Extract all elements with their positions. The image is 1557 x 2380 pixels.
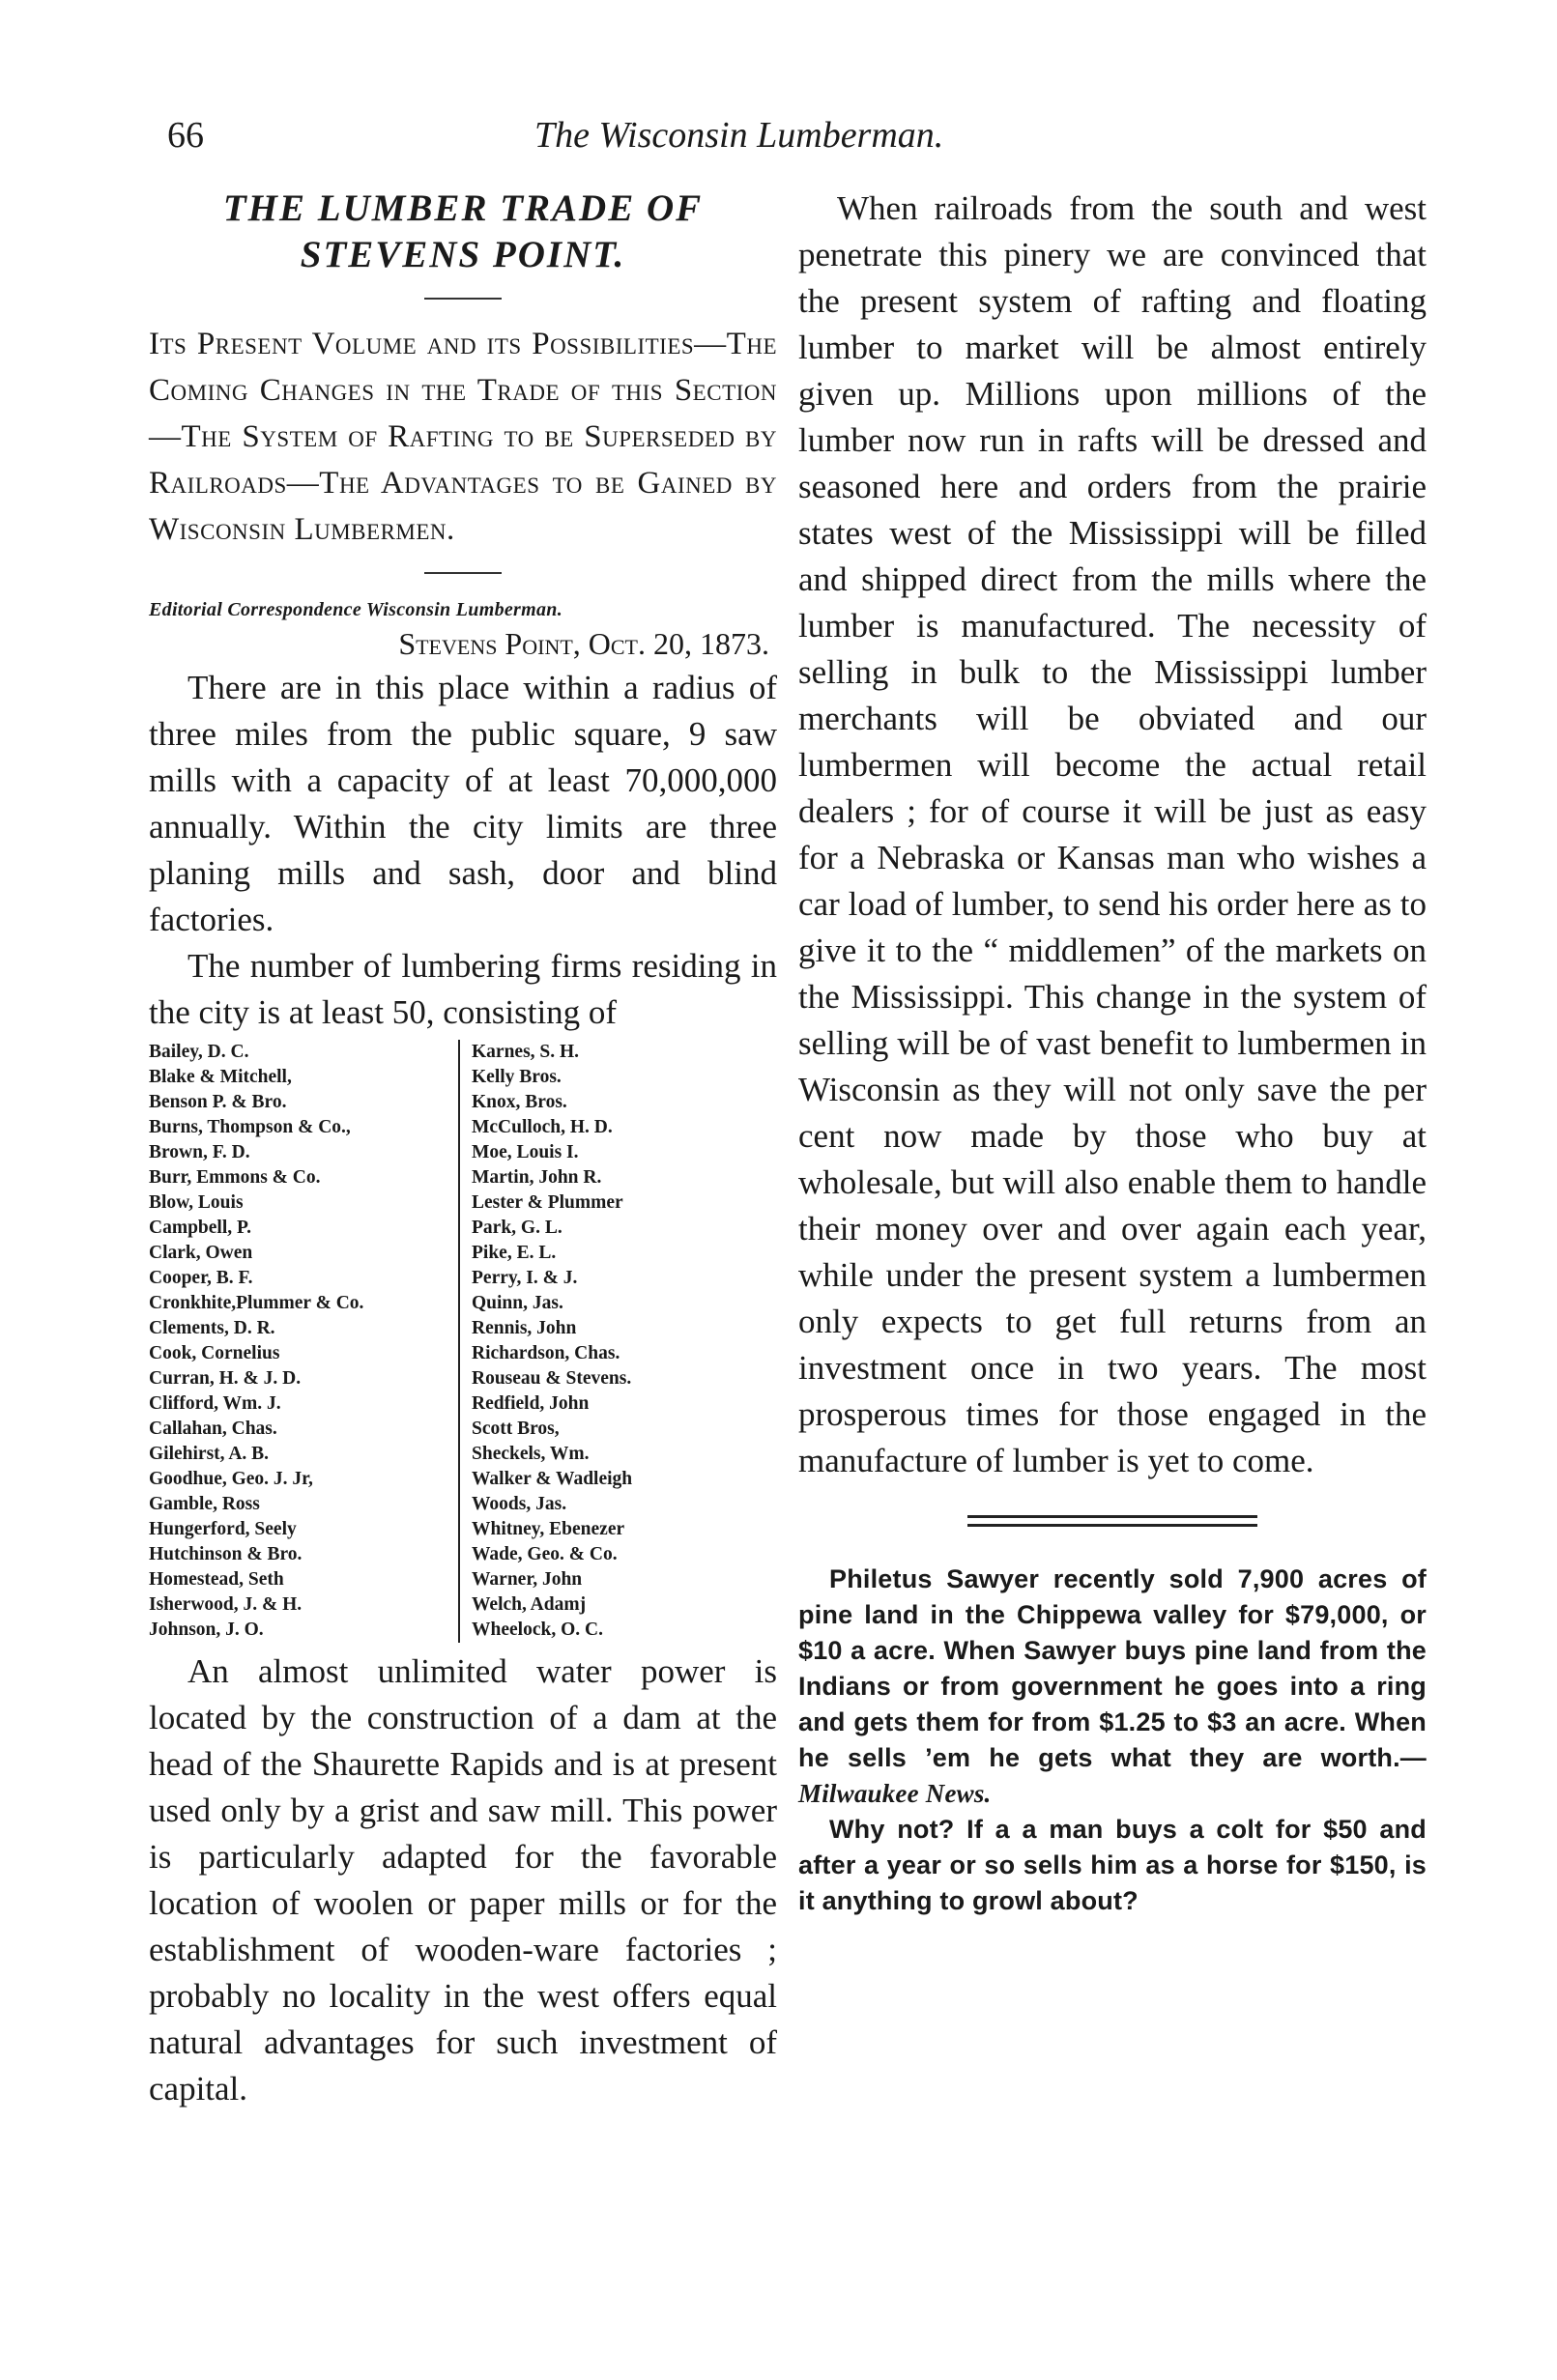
firms-column-right (458, 1040, 762, 1643)
firm-name: Kelly Bros. (472, 1067, 562, 1087)
firm-name: McCulloch, H. D. (472, 1117, 613, 1137)
title-line-2: STEVENS POINT. (300, 234, 626, 275)
firm-name: Homestead, Seth (149, 1569, 284, 1590)
firm-name: Martin, John R. (472, 1167, 602, 1188)
firm-name: Welch, Adamj (472, 1594, 587, 1615)
paragraph-railroads: When railroads from the south and west penetrate this pinery we are convinced that the present system of rafting and floating lumber to market will be almost entirely given up. Millions upon millions of the lumber now run in rafts will be dressed and seasoned here and orders from the prairie states west of the Mississippi will be filled and shipped direct from the mills where the lumber is manufactured. The necessity of selling in bulk to the Mississippi lumber merchants will be obviated and our lumbermen will become the actual retail dealers ; for of course it will be just as easy for a Nebraska or Kansas man who wishes a car load of lumber, to send his order here as to give it to the “ middlemen” of the markets on the Mississippi. This change in the system of selling will be of vast benefit to lumbermen in Wisconsin as they will not only save the per cent now made by those who buy at wholesale, but will also enable them to handle their money over and over again each year, while under the present system a lumbermen only expects to get full returns from an investment once in two years. The most prosperous times for those engaged in the manufacture of lumber is yet to come. (798, 189, 1427, 1479)
news-source: Milwaukee News. (798, 1779, 992, 1808)
dateline: Stevens Point, Oct. 20, 1873. (398, 626, 769, 661)
right-column (798, 186, 1427, 1919)
firm-name: Cook, Cornelius (149, 1343, 280, 1363)
firms-list (149, 1040, 777, 1643)
firm-name: Campbell, P. (149, 1218, 252, 1238)
firm-name: Curran, H. & J. D. (149, 1368, 302, 1389)
firm-name: Goodhue, Geo. J. Jr, (149, 1469, 313, 1489)
firm-name: Wheelock, O. C. (472, 1620, 603, 1640)
page-header (167, 114, 1411, 172)
firm-name: Hungerford, Seely (149, 1519, 297, 1539)
firm-name: Rouseau & Stevens. (472, 1368, 632, 1389)
firm-name: Isherwood, J. & H. (149, 1594, 303, 1615)
firm-name: Scott Bros, (472, 1419, 560, 1439)
firm-name: Bailey, D. C. (149, 1042, 249, 1062)
firm-name: Moe, Louis I. (472, 1142, 579, 1162)
running-head: The Wisconsin Lumberman. (534, 115, 944, 156)
firm-name: Woods, Jas. (472, 1494, 567, 1514)
news-item-sawyer (798, 1562, 1427, 1812)
firm-name: Brown, F. D. (149, 1142, 250, 1162)
firm-name: Lester & Plummer (472, 1192, 623, 1213)
news-item-colt: Why not? If a a man buys a colt for $50 and after a year or so sells him as a horse for $150, is it anything to growl about? (798, 1815, 1427, 1915)
firm-name: Park, G. L. (472, 1218, 562, 1238)
left-column (149, 186, 777, 2112)
article-title (149, 186, 777, 278)
divider (424, 572, 502, 574)
title-line-1: THE LUMBER TRADE OF (222, 187, 704, 229)
firm-name: Clements, D. R. (149, 1318, 275, 1338)
firm-name: Cooper, B. F. (149, 1268, 253, 1288)
firm-name: Gamble, Ross (149, 1494, 260, 1514)
firm-name: Rennis, John (472, 1318, 577, 1338)
firm-name: Sheckels, Wm. (472, 1444, 590, 1464)
firm-name: Johnson, J. O. (149, 1620, 264, 1640)
firm-name: Blake & Mitchell, (149, 1067, 292, 1087)
news-sawyer-text: Philetus Sawyer recently sold 7,900 acres of pine land in the Chippewa valley for $79,000, or $10 a acre. When Sawyer buys pine land from the Indians or from government he goes into a ring and gets them for from $1.25 to $3 an acre. When he sells ’em he gets what they are worth.— (798, 1564, 1427, 1772)
firms-column-left (149, 1040, 458, 1643)
firm-name: Redfield, John (472, 1393, 590, 1414)
firm-name: Blow, Louis (149, 1192, 244, 1213)
firm-name: Whitney, Ebenezer (472, 1519, 625, 1539)
firm-name: Hutchinson & Bro. (149, 1544, 303, 1564)
firm-name: Clifford, Wm. J. (149, 1393, 281, 1414)
firm-name: Richardson, Chas. (472, 1343, 620, 1363)
firm-name: Benson P. & Bro. (149, 1092, 287, 1112)
divider (424, 298, 502, 300)
firm-name: Burns, Thompson & Co., (149, 1117, 351, 1137)
firm-name: Quinn, Jas. (472, 1293, 563, 1313)
byline: Editorial Correspondence Wisconsin Lumberman. (149, 599, 563, 620)
paragraph-water-power: An almost unlimited water power is located by the construction of a dam at the head of the Shaurette Rapids and is at present used only by a grist and saw mill. This power is particularly adapted for the favorable location of woolen or paper mills or for the establishment of wooden-ware factories ; probably no locality in the west offers equal natural advantages for such investment of capital. (149, 1652, 777, 2108)
firm-name: Karnes, S. H. (472, 1042, 580, 1062)
article-subheading: Its Present Volume and its Possibilities—The Coming Changes in the Trade of this Section—The System of Rafting to be Superseded by Railroads—The Advantages to be Gained by Wisconsin Lumbermen. (149, 327, 777, 547)
paragraph-firms-intro: The number of lumbering firms residing in the city is at least 50, consisting of (149, 947, 777, 1031)
firm-name: Gilehirst, A. B. (149, 1444, 270, 1464)
double-rule-divider (967, 1515, 1257, 1527)
firm-name: Pike, E. L. (472, 1243, 557, 1263)
firm-name: Burr, Emmons & Co. (149, 1167, 321, 1188)
paragraph-mills: There are in this place within a radius of three miles from the public square, 9 saw mills with a capacity of at least 70,000,000 annually. Within the city limits are three planing mills and sash, door and blind factories. (149, 669, 777, 938)
firm-name: Callahan, Chas. (149, 1419, 277, 1439)
firm-name: Wade, Geo. & Co. (472, 1544, 618, 1564)
firm-name: Clark, Owen (149, 1243, 253, 1263)
firm-name: Cronkhite,Plummer & Co. (149, 1293, 364, 1313)
firm-name: Walker & Wadleigh (472, 1469, 633, 1489)
page-number: 66 (167, 115, 204, 156)
firm-name: Perry, I. & J. (472, 1268, 578, 1288)
firm-name: Warner, John (472, 1569, 583, 1590)
firm-name: Knox, Bros. (472, 1092, 567, 1112)
